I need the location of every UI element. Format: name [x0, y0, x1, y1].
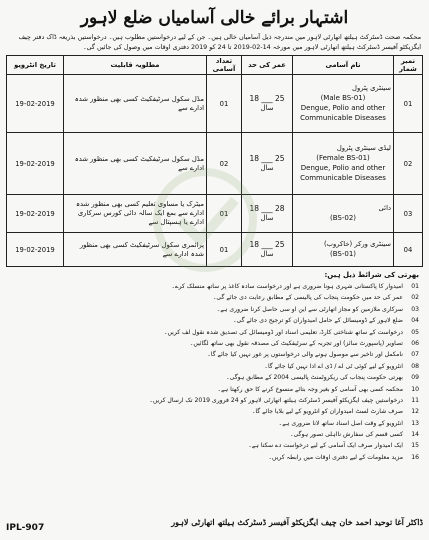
age-unit: سال: [260, 250, 274, 258]
cell-qualification: [64, 133, 207, 195]
table-row: [7, 195, 423, 233]
age-unit: سال: [260, 104, 274, 112]
header-interview-date: تاریخ انٹرویو: [7, 56, 64, 75]
cell-post-count: 02: [207, 133, 242, 195]
cell-post-name: [293, 133, 394, 195]
table-row: [7, 75, 423, 133]
post-name-urdu: سینٹری پٹرول: [352, 84, 391, 92]
header-age-limit: عمر کی حد: [242, 56, 293, 75]
cell-interview-date: 19-02-2019: [7, 75, 64, 133]
cell-post-name: [293, 195, 394, 233]
cell-post-count: 01: [207, 233, 242, 267]
qualification-text: میٹرک یا مساوی تعلیم کسی بھی منظور شدہ ادارے سے بمع ایک سالہ دائی کورس سرکاری ادارے یا ہسپتال سے: [76, 200, 204, 226]
post-name-english: (Female BS-01): [316, 154, 370, 162]
post-name-extra: Dengue, Polio and other Communicable Diseases: [300, 104, 386, 122]
post-name-extra: Dengue, Polio and other Communicable Diseases: [300, 164, 386, 182]
age-range: 18 ___ 28: [249, 204, 285, 213]
list-item: 01 امیدوار کا پاکستانی شہری ہونا ضروری ہے اور درخواست سادہ کاغذ پر ساتھ منسلک کرے۔: [171, 283, 419, 290]
cell-qualification: [64, 195, 207, 233]
age-range: 18 ___ 25: [249, 240, 285, 249]
list-item: 03 سرکاری ملازمین کو مجاز اتھارٹی سے این او سی حاصل کرنا ضروری ہے۔: [216, 305, 419, 313]
list-item: 02 عمر کی حد میں حکومت پنجاب کی پالیسی کے مطابق رعایت دی جائے گی۔: [212, 294, 419, 302]
cell-age-limit: [242, 195, 293, 233]
list-item: 06 تصاویر (پاسپورٹ سائز) اور تجربہ کے سرٹیفکیٹ کی مصدقہ نقول بھی ساتھ لگائیں۔: [189, 339, 419, 347]
list-item: 04 ضلع لاہور کے ڈومیسائل کے حامل امیدواران کو ترجیح دی جائے گی۔: [232, 317, 419, 325]
post-name-english: (BS-01): [329, 250, 357, 258]
post-name-urdu: لیڈی سینٹری پٹرول: [336, 144, 391, 152]
cell-age-limit: [242, 233, 293, 267]
cell-serial: 02: [394, 133, 423, 195]
header-serial: نمبر شمار: [394, 56, 423, 75]
intro-paragraph: محکمہ صحت ڈسٹرکٹ ہیلتھ اتھارٹی لاہور میں مندرجہ ذیل آسامیاں خالی ہیں۔ جن کے لیے درخواستیں مطلوب ہیں۔ درخواستیں بذریعہ ڈاک دفتر چیف ایگزیکٹو آفیسر ڈسٹرکٹ ہیلتھ اتھارٹی لاہور میں مورخہ 14-02-2019 تا 24 کو 2019 دفتری اوقات میں وصول کی جائیں گی۔: [18, 33, 421, 51]
cell-age-limit: [242, 133, 293, 195]
qualification-text: مڈل سکول سرٹیفکیٹ کسی بھی منظور شدہ ادارے سے: [74, 94, 204, 112]
list-item: 05 درخواست کے ساتھ شناختی کارڈ، تعلیمی اسناد اور ڈومیسائل کی تصدیق شدہ نقول لف کریں۔: [163, 328, 419, 336]
reference-code: IPL-907: [6, 523, 45, 533]
list-item: 08 انٹرویو کے لیے کوئی ٹی اے / ڈی اے ادا نہیں کیا جائے گا۔: [264, 362, 419, 370]
page-title: اشتہار برائے خالی آسامیاں ضلع لاہور: [80, 8, 349, 28]
signature-line: ڈاکٹر آغا توحید احمد خان چیف ایگزیکٹو آفیسر ڈسٹرکٹ ہیلتھ اتھارٹی لاہور: [171, 517, 423, 527]
list-item: 07 نامکمل اور تاخیر سے موصول ہونے والی درخواستوں پر غور نہیں کیا جائے گا۔: [207, 351, 419, 359]
table-row: [7, 233, 423, 267]
header-qualification: مطلوبہ قابلیت: [64, 56, 207, 75]
list-item: 12 صرف شارٹ لسٹ امیدواران کو انٹرویو کے لیے بلایا جائے گا۔: [251, 408, 419, 416]
cell-serial: 01: [394, 75, 423, 133]
cell-serial: 04: [394, 233, 423, 267]
post-name-english: (Male BS-01): [320, 94, 366, 102]
conditions-heading: بھرتی کی شرائط ذیل ہیں:: [324, 271, 419, 279]
vacancies-table: [6, 55, 423, 267]
cell-interview-date: 19-02-2019: [7, 133, 64, 195]
list-item: 13 انٹرویو کے وقت اصل اسناد ساتھ لانا ضروری ہے۔: [278, 419, 419, 427]
cell-interview-date: 19-02-2019: [7, 195, 64, 233]
qualification-text: مڈل سکول سرٹیفکیٹ کسی بھی منظور شدہ ادارے سے: [74, 154, 204, 172]
cell-qualification: [64, 233, 207, 267]
post-name-urdu: سینٹری ورکر (خاکروب): [323, 240, 391, 248]
header-post-count: تعداد آسامی: [207, 56, 242, 75]
cell-post-name: [293, 233, 394, 267]
list-item: 11 درخواستیں چیف ایگزیکٹو آفیسر ڈسٹرکٹ ہیلتھ اتھارٹی لاہور کو 24 فروری 2019 تک ارسال کریں۔: [149, 396, 419, 404]
cell-post-count: 01: [207, 75, 242, 133]
header-post-name: نام آسامی: [293, 56, 394, 75]
age-unit: سال: [260, 164, 274, 172]
cell-serial: 03: [394, 195, 423, 233]
conditions-list: [6, 281, 423, 463]
age-range: 18 ___ 25: [249, 94, 285, 103]
cell-qualification: [64, 75, 207, 133]
list-item: 14 کسی قسم کی سفارش نااہلی تصور ہوگی۔: [289, 431, 419, 439]
cell-age-limit: [242, 75, 293, 133]
age-range: 18 ___ 25: [249, 154, 285, 163]
list-item: 09 بھرتی حکومت پنجاب کی ریکروٹمنٹ پالیسی 2004 کے مطابق ہوگی۔: [226, 374, 419, 382]
post-name-english: (BS-02): [329, 214, 357, 222]
list-item: 16 مزید معلومات کے لیے دفتری اوقات میں رابطہ کریں۔: [268, 453, 419, 461]
qualification-text: پرائمری سکول سرٹیفکیٹ کسی بھی منظور شدہ ادارے سے: [79, 240, 204, 258]
list-item: 15 ایک امیدوار صرف ایک آسامی کے لیے درخواست دے سکتا ہے۔: [248, 442, 419, 450]
table-header-row: [7, 56, 423, 75]
cell-post-name: [293, 75, 394, 133]
cell-post-count: 01: [207, 195, 242, 233]
cell-interview-date: 19-02-2019: [7, 233, 64, 267]
age-unit: سال: [260, 214, 274, 222]
post-name-urdu: دائی: [378, 204, 391, 212]
table-row: [7, 133, 423, 195]
list-item: 10 محکمہ کسی بھی آسامی کو بغیر وجہ بتائے منسوخ کرنے کا حق رکھتا ہے۔: [217, 385, 419, 393]
